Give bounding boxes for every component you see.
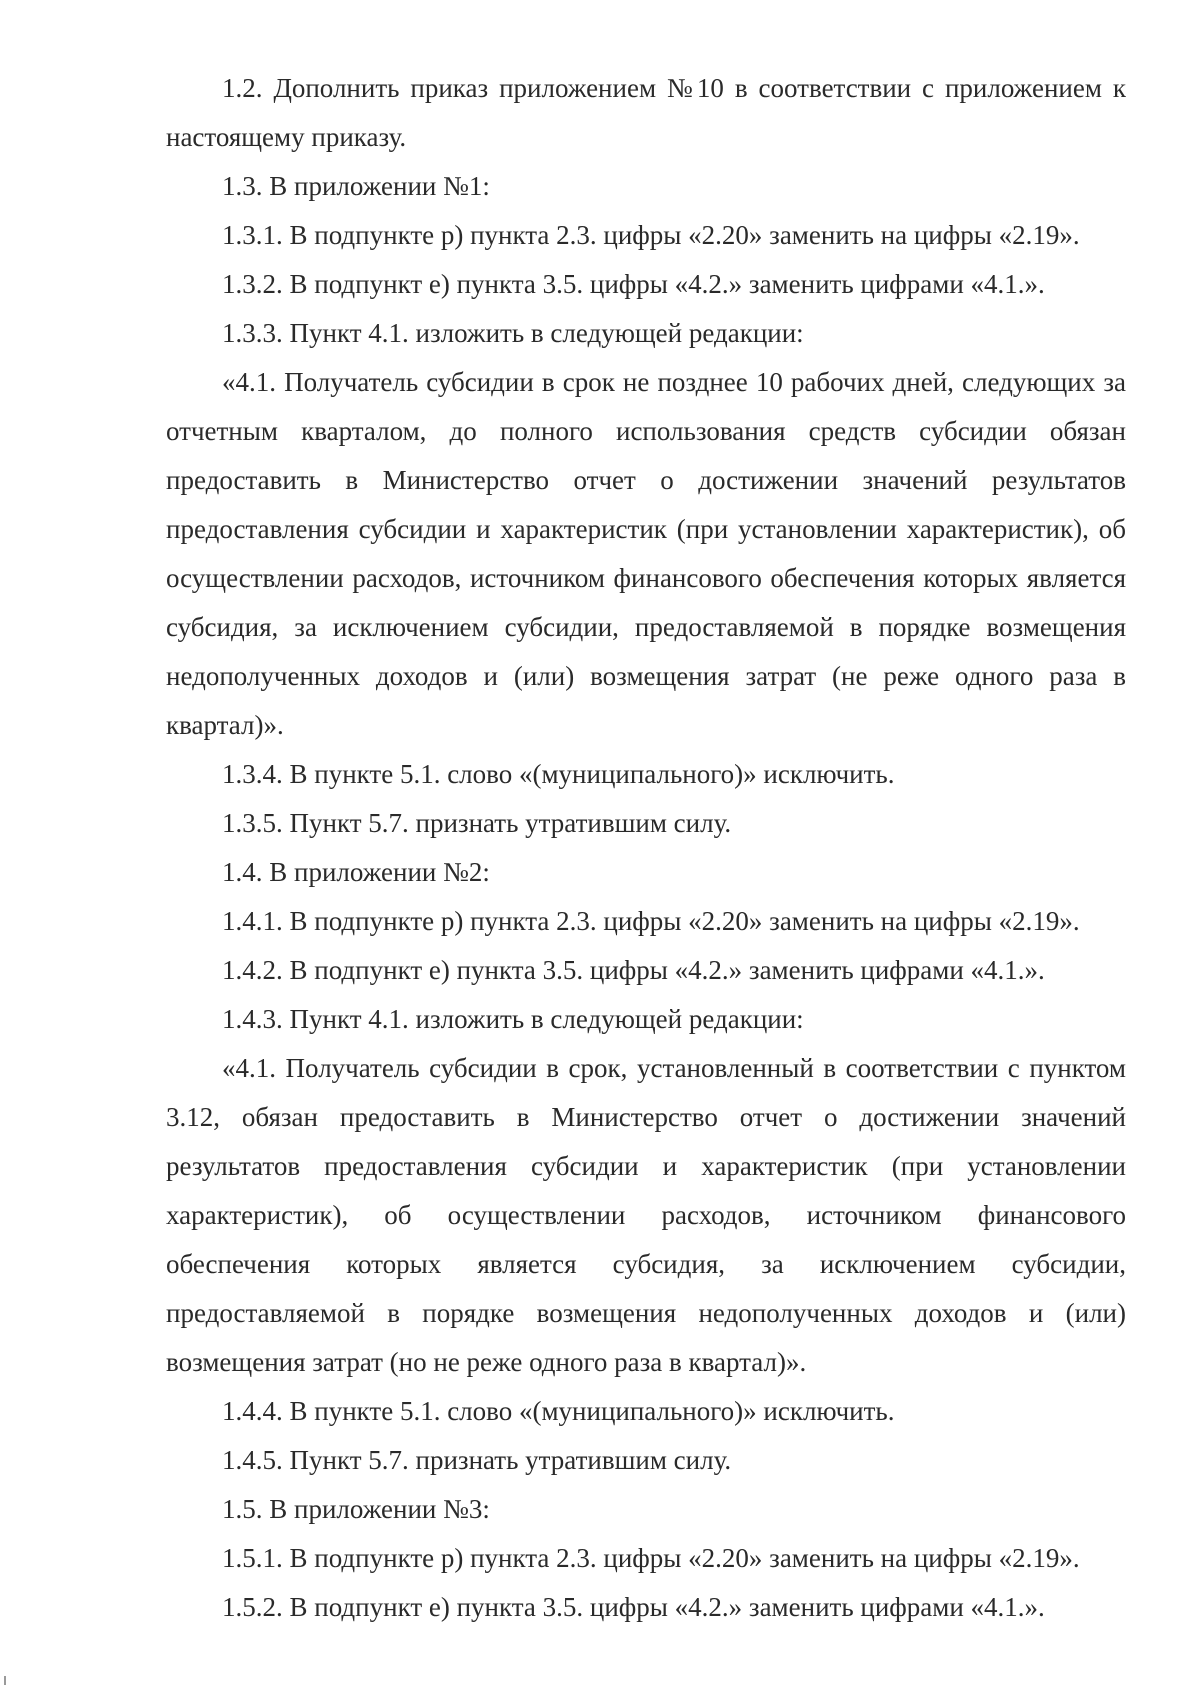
paragraph-1-5: 1.5. В приложении №3: (222, 1494, 490, 1524)
document-body (166, 64, 1126, 1632)
paragraph-1-4-3-quote: «4.1. Получатель субсидии в срок, установленный в соответствии с пунктом 3.12, обязан предоставить в Министерство отчет о достижении значений результатов предоставления субсидии и характеристик (при установлении характеристик), об осуществлении расходов, источником финансового обеспечения которых является субсидия, за исключением субсидии, предоставляемой в порядке возмещения недополученных доходов и (или) возмещения затрат (но не реже одного раза в квартал)». (166, 1053, 1126, 1377)
paragraph-1-4-4: 1.4.4. В пункте 5.1. слово «(муниципального)» исключить. (222, 1396, 895, 1426)
paragraph-1-4: 1.4. В приложении №2: (222, 857, 490, 887)
paragraph-1-4-3: 1.4.3. Пункт 4.1. изложить в следующей редакции: (222, 1004, 804, 1034)
paragraph-1-3-3: 1.3.3. Пункт 4.1. изложить в следующей редакции: (222, 318, 804, 348)
paragraph-1-4-2: 1.4.2. В подпункт е) пункта 3.5. цифры «4.2.» заменить цифрами «4.1.». (222, 955, 1045, 985)
paragraph-1-3-1: 1.3.1. В подпункте р) пункта 2.3. цифры «2.20» заменить на цифры «2.19». (222, 220, 1080, 250)
paragraph-1-3-3-quote: «4.1. Получатель субсидии в срок не позднее 10 рабочих дней, следующих за отчетным кварталом, до полного использования средств субсидии обязан предоставить в Министерство отчет о достижении значений результатов предоставления субсидии и характеристик (при установлении характеристик), об осуществлении расходов, источником финансового обеспечения которых является субсидия, за исключением субсидии, предоставляемой в порядке возмещения недополученных доходов и (или) возмещения затрат (не реже одного раза в квартал)». (166, 367, 1126, 740)
paragraph-1-3-4: 1.3.4. В пункте 5.1. слово «(муниципального)» исключить. (222, 759, 895, 789)
paragraph-1-3: 1.3. В приложении №1: (222, 171, 490, 201)
paragraph-1-5-2: 1.5.2. В подпункт е) пункта 3.5. цифры «4.2.» заменить цифрами «4.1.». (222, 1592, 1045, 1622)
scan-edge-mark (4, 1676, 6, 1685)
paragraph-1-5-1: 1.5.1. В подпункте р) пункта 2.3. цифры «2.20» заменить на цифры «2.19». (222, 1543, 1080, 1573)
paragraph-1-4-5: 1.4.5. Пункт 5.7. признать утратившим силу. (222, 1445, 732, 1475)
paragraph-1-2: 1.2. Дополнить приказ приложением №10 в соответствии с приложением к настоящему приказу. (166, 73, 1126, 152)
paragraph-1-3-5: 1.3.5. Пункт 5.7. признать утратившим силу. (222, 808, 732, 838)
paragraph-1-4-1: 1.4.1. В подпункте р) пункта 2.3. цифры «2.20» заменить на цифры «2.19». (222, 906, 1080, 936)
paragraph-1-3-2: 1.3.2. В подпункт е) пункта 3.5. цифры «4.2.» заменить цифрами «4.1.». (222, 269, 1045, 299)
